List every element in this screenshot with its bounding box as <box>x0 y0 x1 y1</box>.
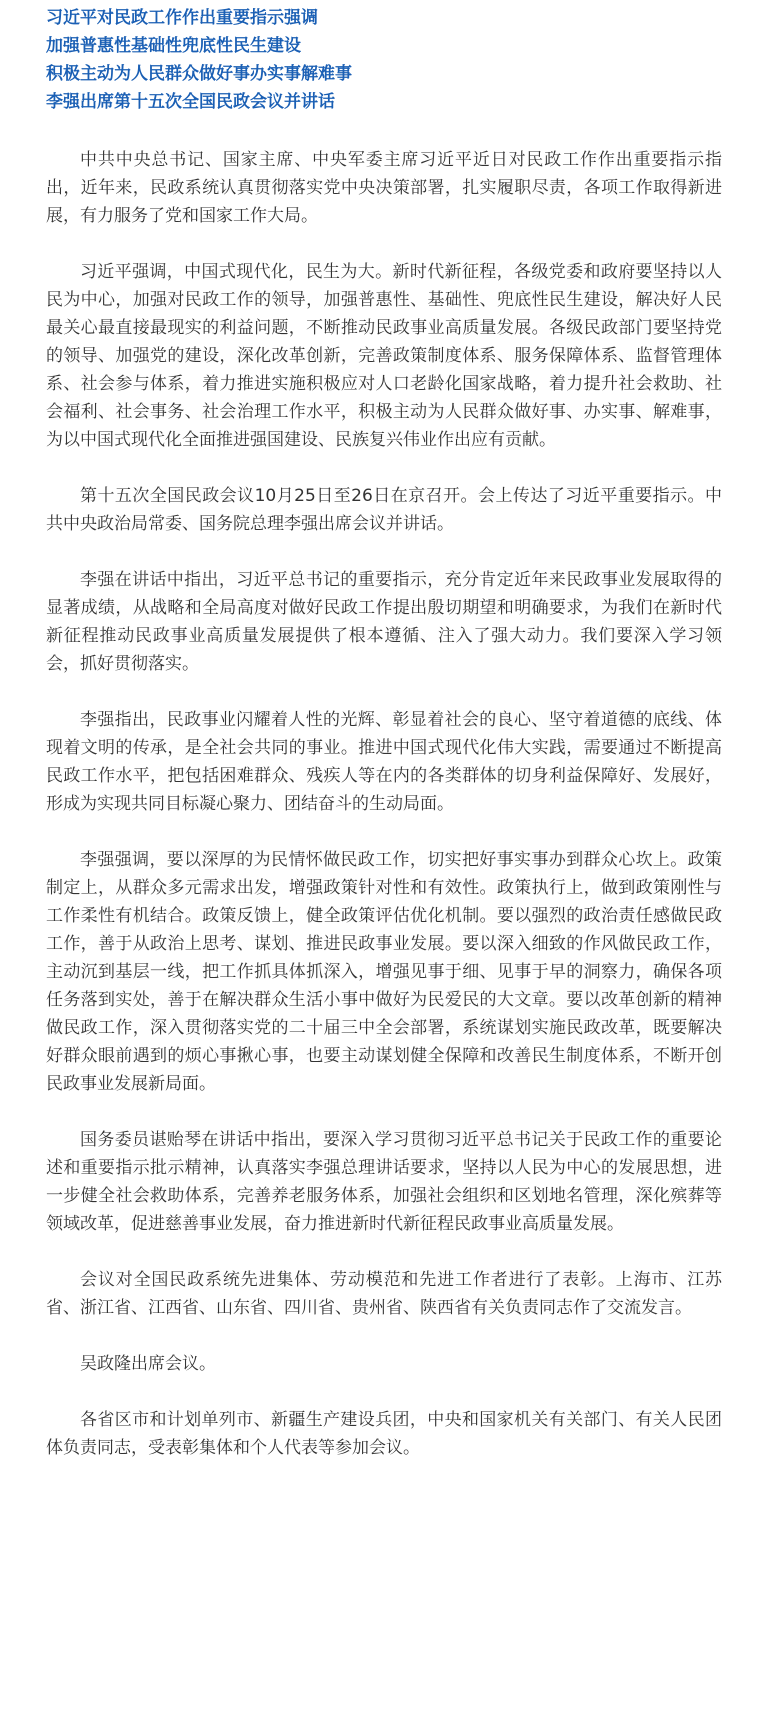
paragraph-7: 国务委员谌贻琴在讲话中指出，要深入学习贯彻习近平总书记关于民政工作的重要论述和重要指示批示精神，认真落实李强总理讲话要求，坚持以人民为中心的发展思想，进一步健全社会救助体系，完善养老服务体系，加强社会组织和区划地名管理，深化殡葬等领域改革，促进慈善事业发展，奋力推进新时代新征程民政事业高质量发展。 <box>46 1130 722 1234</box>
paragraph-10: 各省区市和计划单列市、新疆生产建设兵团，中央和国家机关有关部门、有关人民团体负责同志，受表彰集体和个人代表等参加会议。 <box>46 1410 722 1458</box>
headline-line-3: 积极主动为人民群众做好事办实事解难事 <box>46 64 352 84</box>
paragraph-5: 李强指出，民政事业闪耀着人性的光辉、彰显着社会的良心、坚守着道德的底线、体现着文明的传承，是全社会共同的事业。推进中国式现代化伟大实践，需要通过不断提高民政工作水平，把包括困难群众、残疾人等在内的各类群体的切身利益保障好、发展好，形成为实现共同目标凝心聚力、团结奋斗的生动局面。 <box>46 710 722 814</box>
paragraph-4: 李强在讲话中指出，习近平总书记的重要指示，充分肯定近年来民政事业发展取得的显著成绩，从战略和全局高度对做好民政工作提出殷切期望和明确要求，为我们在新时代新征程推动民政事业高质量发展提供了根本遵循、注入了强大动力。我们要深入学习领会，抓好贯彻落实。 <box>46 570 722 674</box>
paragraph-6: 李强强调，要以深厚的为民情怀做民政工作，切实把好事实事办到群众心坎上。政策制定上，从群众多元需求出发，增强政策针对性和有效性。政策执行上，做到政策刚性与工作柔性有机结合。政策反馈上，健全政策评估优化机制。要以强烈的政治责任感做民政工作，善于从政治上思考、谋划、推进民政事业发展。要以深入细致的作风做民政工作，主动沉到基层一线，把工作抓具体抓深入，增强见事于细、见事于早的洞察力，确保各项任务落到实处，善于在解决群众生活小事中做好为民爱民的大文章。要以改革创新的精神做民政工作，深入贯彻落实党的二十届三中全会部署，系统谋划实施民政改革，既要解决好群众眼前遇到的烦心事揪心事，也要主动谋划健全保障和改善民生制度体系，不断开创民政事业发展新局面。 <box>46 850 722 1094</box>
paragraph-8: 会议对全国民政系统先进集体、劳动模范和先进工作者进行了表彰。上海市、江苏省、浙江省、江西省、山东省、四川省、贵州省、陕西省有关负责同志作了交流发言。 <box>46 1270 722 1318</box>
headline-line-2: 加强普惠性基础性兜底性民生建设 <box>46 36 301 56</box>
headline-line-4: 李强出席第十五次全国民政会议并讲话 <box>46 92 335 112</box>
paragraph-2: 习近平强调，中国式现代化，民生为大。新时代新征程，各级党委和政府要坚持以人民为中心，加强对民政工作的领导，加强普惠性、基础性、兜底性民生建设，解决好人民最关心最直接最现实的利益问题，不断推动民政事业高质量发展。各级民政部门要坚持党的领导、加强党的建设，深化改革创新，完善政策制度体系、服务保障体系、监督管理体系、社会参与体系，着力推进实施积极应对人口老龄化国家战略，着力提升社会救助、社会福利、社会事务、社会治理工作水平，积极主动为人民群众做好事、办实事、解难事，为以中国式现代化全面推进强国建设、民族复兴伟业作出应有贡献。 <box>46 262 722 450</box>
headline-line-1: 习近平对民政工作作出重要指示强调 <box>46 8 318 28</box>
headline-group <box>46 0 722 116</box>
article-body <box>46 146 722 1462</box>
paragraph-3: 第十五次全国民政会议10月25日至26日在京召开。会上传达了习近平重要指示。中共中央政治局常委、国务院总理李强出席会议并讲话。 <box>46 486 722 534</box>
paragraph-1: 中共中央总书记、国家主席、中央军委主席习近平近日对民政工作作出重要指示指出，近年来，民政系统认真贯彻落实党中央决策部署，扎实履职尽责，各项工作取得新进展，有力服务了党和国家工作大局。 <box>46 150 722 226</box>
paragraph-9: 吴政隆出席会议。 <box>80 1354 216 1374</box>
